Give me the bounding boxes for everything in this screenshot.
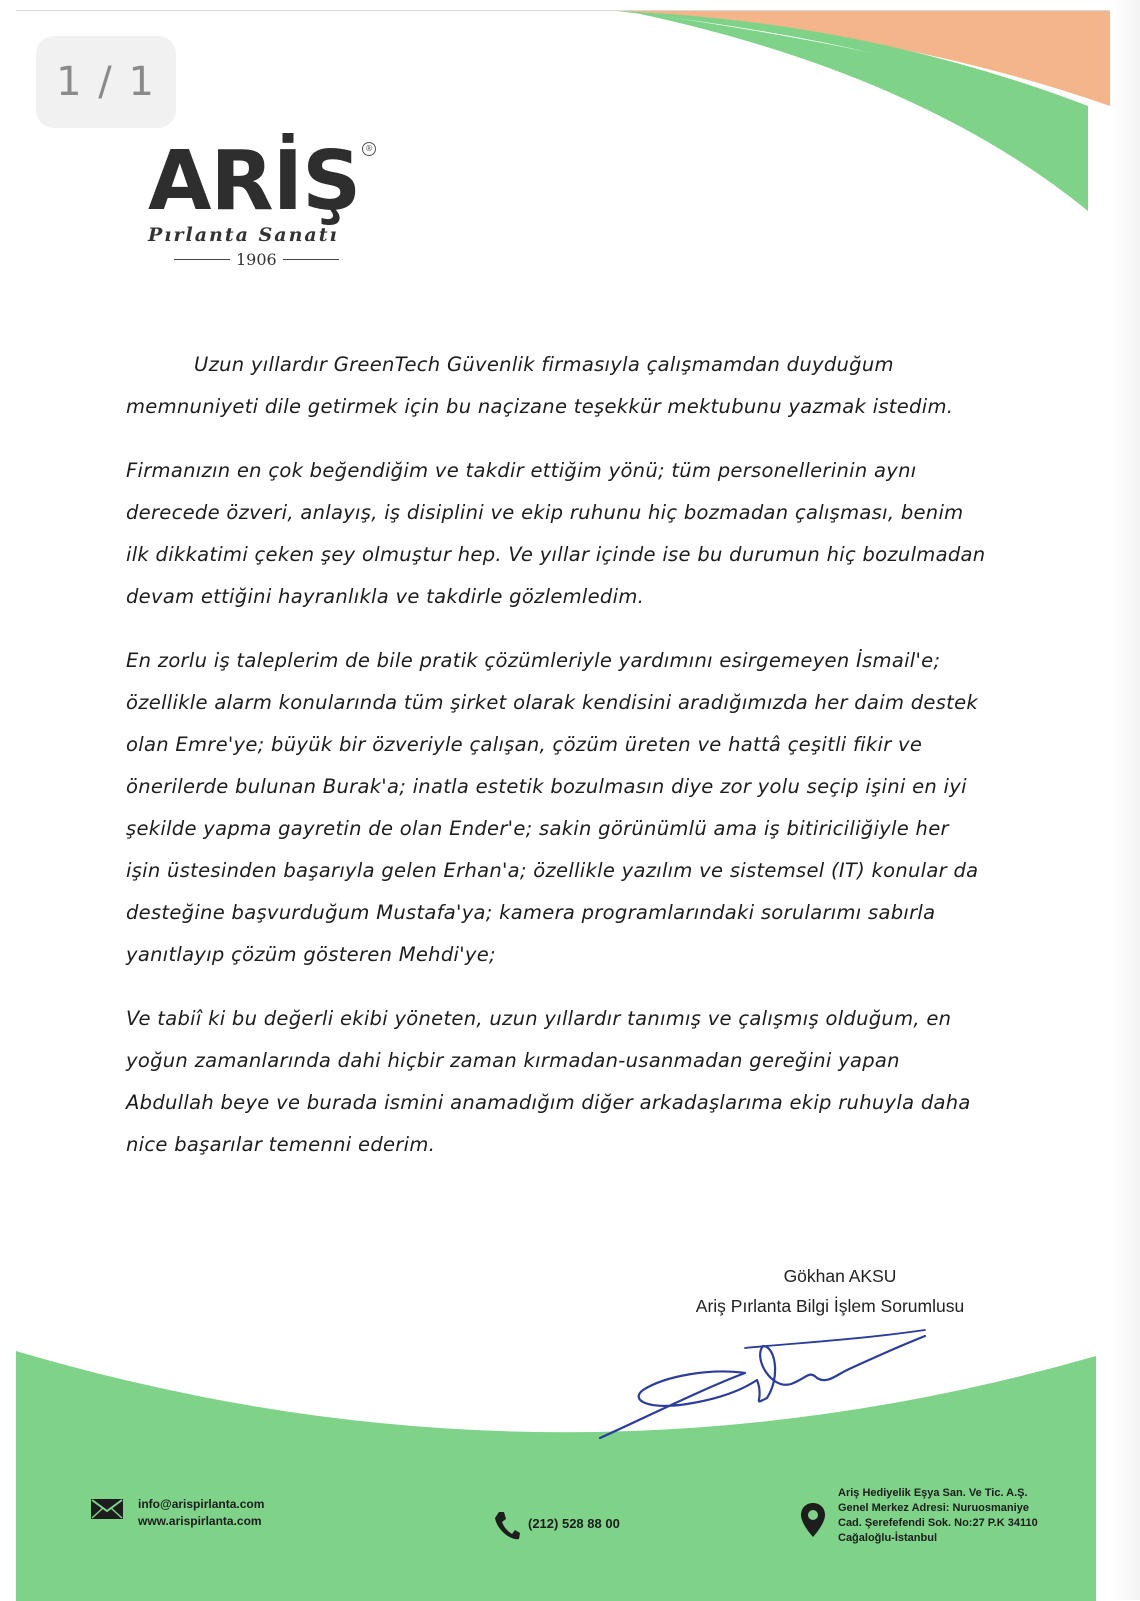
logo-year — [174, 250, 378, 269]
address-line: Cad. Şerefefendi Sok. No:27 P.K 34110 — [838, 1517, 1038, 1529]
location-pin-icon — [800, 1502, 826, 1538]
address-line: Ariş Hediyelik Eşya San. Ve Tic. A.Ş. — [838, 1487, 1028, 1499]
handwritten-signature — [595, 1318, 935, 1448]
letter-paragraph-3: En zorlu iş taleplerim de bile pratik çözümleriyle yardımını esirgemeyen İsmail'e; özellikle alarm konularında tüm şirket olarak kendisini aradığımızda her daim destek olan Emre'ye; büyük bir özveriyle çalışan, çözüm üreten ve hattâ çeşitli fikir ve önerilerde bulunan Burak'a; inatla estetik bozulmasın diye zor yolu seçip işini en iyi şekilde yapma gayretin de olan Ender'e; sakin görünümlü ama iş bitiriciliğiyle her işin üstesinden başarıyla gelen Erhan'a; özellikle yazılım ve sistemsel (IT) konular da desteğine başvurduğum Mustafa'ya; kamera programlarındaki sorularımı sabırla yanıtlayıp çözüm gösteren Mehdi'ye; — [126, 649, 979, 966]
logo-year-text: 1906 — [236, 250, 277, 269]
letter-paragraph-1: Uzun yıllardır GreenTech Güvenlik firmasıyla çalışmamdan duyduğum memnuniyeti dile getirmek için bu naçizane teşekkür mektubunu yazmak istedim. — [126, 353, 954, 418]
address-line: Genel Merkez Adresi: Nuruosmaniye — [838, 1502, 1029, 1514]
registered-mark: ® — [362, 142, 376, 156]
signatory-name: Gökhan AKSU — [783, 1266, 897, 1286]
company-logo — [148, 134, 378, 269]
page-edge-shadow — [1110, 0, 1140, 1600]
letter-paragraph-2: Firmanızın en çok beğendiğim ve takdir ettiğim yönü; tüm personellerinin aynı derecede özveri, anlayış, iş disiplini ve ekip ruhunu hiç bozmadan çalışması, benim ilk dikkatimi çeken şey olmuştur hep. Ve yıllar içinde ise bu durumun hiç bozulmadan devam ettiğini hayranlıkla ve takdirle gözlemledim. — [126, 459, 986, 608]
logo-wordmark: ARİŞ — [148, 134, 361, 229]
letter-paragraph-4: Ve tabiî ki bu değerli ekibi yöneten, uzun yıllardır tanımış ve çalışmış olduğum, en yoğun zamanlarında dahi hiçbir zaman kırmadan-usanmadan gereğini yapan Abdullah beye ve burada ismini anamadığım diğer arkadaşlarıma ekip ruhuyla daha nice başarılar temenni ederim. — [126, 1007, 971, 1156]
logo-tagline: Pırlanta Sanatı — [148, 224, 339, 246]
phone-icon — [493, 1510, 521, 1542]
envelope-icon — [90, 1498, 124, 1520]
footer-phone[interactable]: (212) 528 88 00 — [528, 1516, 620, 1531]
signatory-title: Ariş Pırlanta Bilgi İşlem Sorumlusu — [695, 1296, 965, 1316]
divider — [174, 259, 230, 260]
footer-website[interactable]: www.arispirlanta.com — [138, 1514, 262, 1528]
page-counter: 1 / 1 — [36, 36, 176, 128]
divider — [283, 259, 339, 260]
letter-body — [126, 344, 986, 1188]
footer-contact-links — [138, 1496, 264, 1530]
address-line: Cağaloğlu-İstanbul — [838, 1532, 937, 1544]
footer-email[interactable]: info@arispirlanta.com — [138, 1497, 265, 1511]
footer-address — [838, 1486, 1068, 1546]
